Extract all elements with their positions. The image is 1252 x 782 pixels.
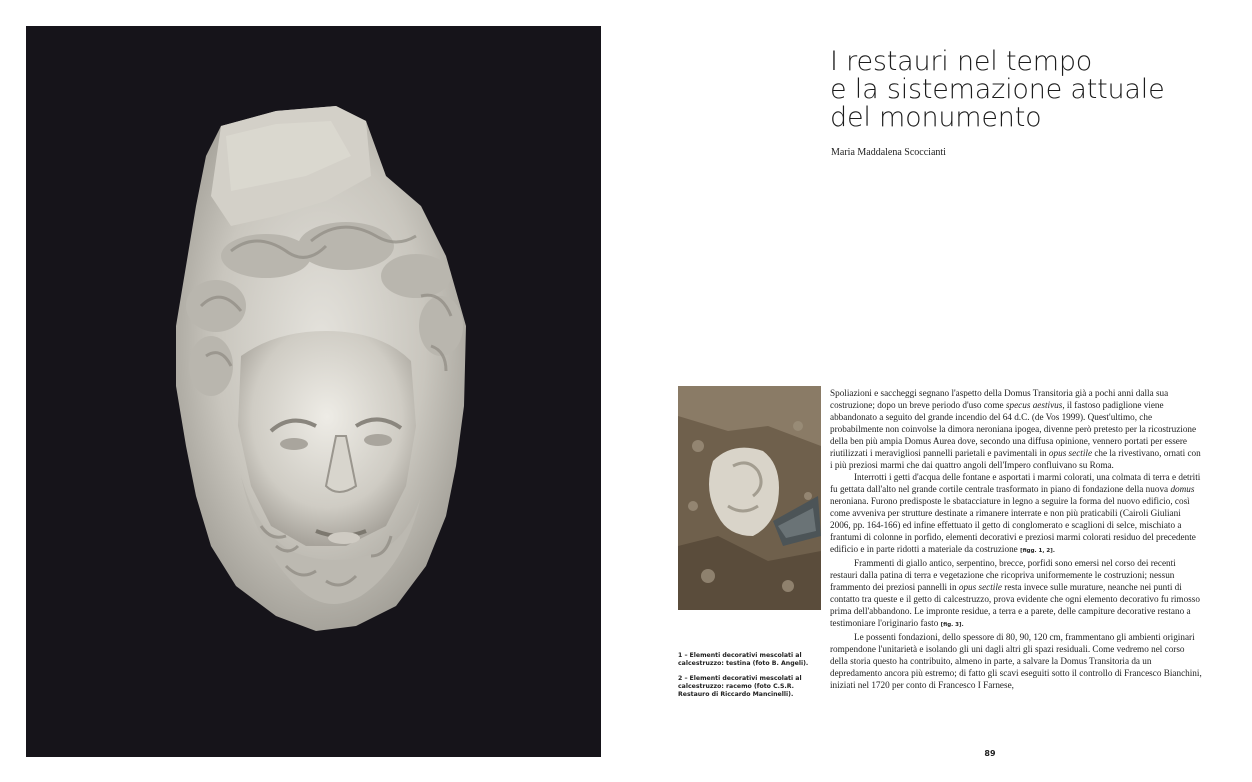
- fragment-photo: [678, 386, 821, 610]
- p1-italic-2: opus sectile: [1048, 448, 1093, 458]
- paragraph-4: Le possenti fondazioni, dello spessore di 80, 90, 120 cm, frammentano gli ambienti originari rompendone l'unitarietà e isolando gli uni dagli altri gli spazi residuali. Come vedremo nel corso della storia questo ha contribuito, almeno in parte, a salvare la Domus Transitoria da un depredamento ancora più estremo; di fatto gli scavi eseguiti sotto il controllo di Francesco Bianchini, iniziati nel 1720 per conto di Francesco I Farnese,: [830, 632, 1202, 690]
- p2-figure-ref: [figg. 1, 2]: [1020, 548, 1053, 554]
- paragraph-3: [830, 557, 1202, 631]
- p3-text-a: Frammenti di giallo antico, serpentino, brecce, porfidi sono emersi nel corso dei recenti restauri dalla patina di terra e vegetazione che ricopriva uniformemente le costruzioni; nessun frammento dei preziosi pannelli in: [830, 558, 1176, 592]
- marble-head-photo: [26, 26, 601, 757]
- page-number: 89: [984, 749, 996, 758]
- fragment-illustration: [678, 386, 821, 610]
- p2-text-a: Interrotti i getti d'acqua delle fontane e asportati i marmi colorati, una colmata di terra e detriti fu gettata dall'alto nel grande cortile centrale trasformato in piano di fondazione della nuova: [830, 472, 1201, 494]
- caption-2-text: Elementi decorativi mescolati al calcestruzzo: racemo (foto C.S.R. Restauro di Riccardo Mancinelli).: [678, 675, 802, 698]
- chapter-title: [830, 48, 1230, 132]
- marble-head-illustration: [26, 26, 601, 757]
- caption-2-number: 2 –: [678, 675, 688, 682]
- paragraph-1: [830, 387, 1202, 471]
- title-line-3: del monumento: [830, 102, 1042, 133]
- p2-text-b: neroniana. Furono predisposte le sbatacciature in legno a seguire la forma del nuovo edificio, così come avveniva per strutture destinate a rimanere interrate e non più praticabili (Cairoli Giuliani 2006, pp. 164-166) ed infine effettuato il getto di conglomerato e scaglioni di selce, mischiato a frantumi di colonne in porfido, elementi decorativi e preziosi marmi colorati residuo del precedente edificio e in parte ridotti a materiale da costruzione: [830, 496, 1196, 554]
- title-line-2: e la sistemazione attuale: [830, 74, 1165, 105]
- caption-1: [678, 652, 818, 668]
- p3-italic-1: opus sectile: [958, 582, 1002, 592]
- body-text: [830, 387, 1202, 691]
- p1-text-a: Spoliazioni e saccheggi segnano l'aspetto della Domus Transitoria già a pochi anni dalla sua costruzione; dopo un breve periodo d'uso come: [830, 388, 1169, 410]
- caption-2: [678, 675, 818, 699]
- p3-text-b: resta invece sulle murature, neanche nei punti di contatto tra queste e il getto di calcestruzzo, prova evidente che ogni elemento decorativo fu rimosso prima dell'abbandono. Le impronte residue, a terra e a parete, delle campiture decorative restano a testimoniare l'originario fasto: [830, 582, 1200, 628]
- title-line-1: I restauri nel tempo: [830, 46, 1093, 77]
- p1-text-b: , il fastoso padiglione viene abbandonato a seguito del grande incendio del 64 d.C. (de Vos 1999). Quest'ultimo, che probabilmente non coinvolse la dimora neroniana ipogea, divenne però pretesto per la ricostruzione della ben più ampia Domus Aurea dove, secondo una diffusa opinione, vennero portati per essere riutilizzati i meravigliosi pannelli parietali e pavimentali in: [830, 400, 1197, 458]
- p3-figure-ref: [fig. 3]: [940, 622, 962, 628]
- p2-text-c: .: [1052, 544, 1055, 554]
- p3-text-c: .: [961, 618, 964, 628]
- caption-1-number: 1 –: [678, 652, 688, 659]
- p1-text-c: che la rivestivano, ornati con i più preziosi marmi che dai quattro angoli dell'Impero confluivano su Roma.: [830, 448, 1201, 470]
- paragraph-2: [830, 471, 1202, 557]
- p2-italic-1: domus: [1170, 484, 1195, 494]
- author-name: Maria Maddalena Scoccianti: [831, 147, 946, 158]
- figure-captions: [678, 652, 818, 706]
- caption-1-text: Elementi decorativi mescolati al calcestruzzo: testina (foto B. Angeli).: [678, 652, 809, 667]
- p1-italic-1: specus aestivus: [1005, 400, 1063, 410]
